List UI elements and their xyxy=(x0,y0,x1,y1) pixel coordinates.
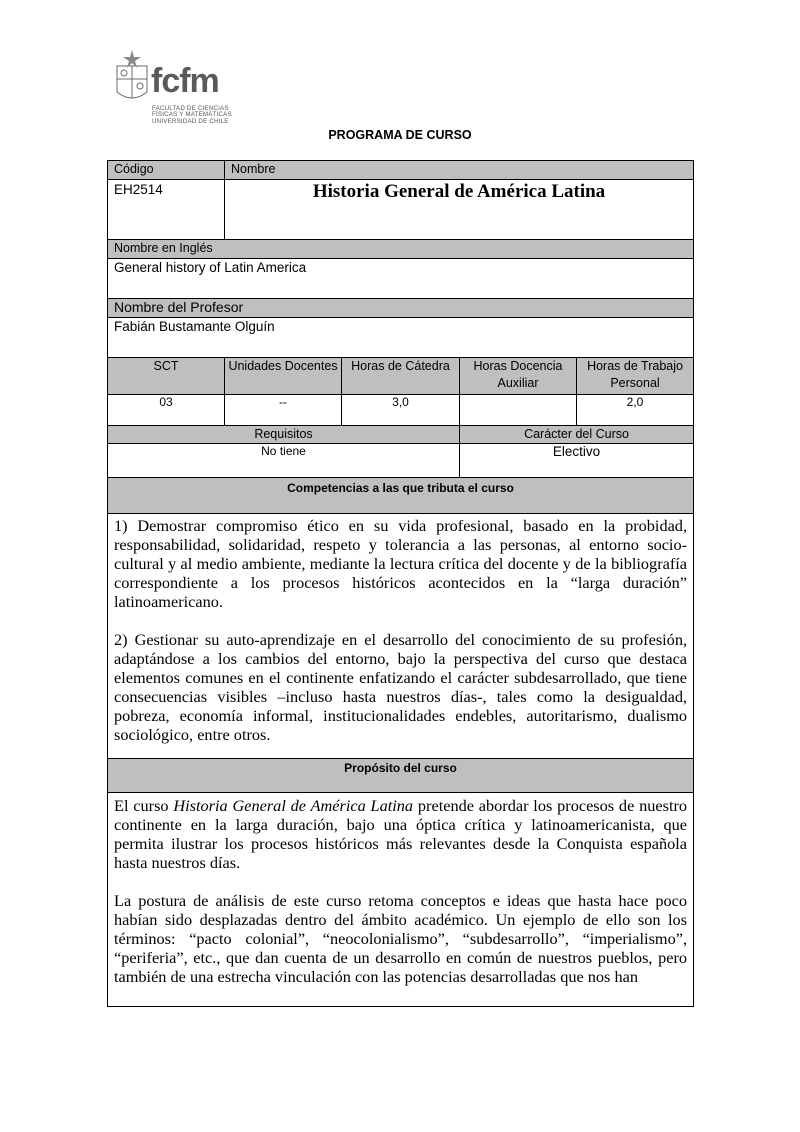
purpose-body xyxy=(108,793,694,1007)
hours-header-cell: SCT xyxy=(108,358,225,395)
code-label: Código xyxy=(108,161,225,180)
logo-subtitle-line: UNIVERSIDAD DE CHILE xyxy=(152,117,229,125)
purpose-title: Propósito del curso xyxy=(108,759,694,793)
page-title: PROGRAMA DE CURSO xyxy=(328,128,472,142)
hours-header-cell: Horas de Cátedra xyxy=(342,358,460,395)
logo-subtitle-line: FACULTAD DE CIENCIAS xyxy=(152,105,229,112)
purpose-course-name: Historia General de América Latina xyxy=(173,796,414,815)
logo-subtitle xyxy=(152,106,232,125)
hours-header-cell: Horas de Trabajo Personal xyxy=(577,358,694,395)
competency-item: 1) Demostrar compromiso ético en su vida profesional, basado en la probidad, responsabilidad, solidaridad, respeto y tolerancia a las personas, al entorno socio-cultural y al medio ambiente, mediante la lectura crítica del docente y de la bibliografía correspondiente a los procesos históricos acontecidos en la “larga duración” latinoamericano. xyxy=(114,516,688,611)
english-name-label: Nombre en Inglés xyxy=(108,240,694,259)
course-type-value: Electivo xyxy=(460,444,694,478)
requirements-value: No tiene xyxy=(108,444,460,478)
hours-value-cell: 2,0 xyxy=(577,395,694,426)
course-program-table xyxy=(107,160,694,1007)
professor-label: Nombre del Profesor xyxy=(108,299,694,318)
brand-wordmark: fcfm xyxy=(151,62,219,100)
competencies-body xyxy=(108,514,694,759)
course-code: EH2514 xyxy=(108,180,225,240)
professor-name: Fabián Bustamante Olguín xyxy=(108,318,694,358)
hours-header-cell: Horas Docencia Auxiliar xyxy=(460,358,577,395)
logo-subtitle-line: FÍSICAS Y MATEMÁTICAS xyxy=(152,111,232,119)
hours-value-cell xyxy=(460,395,577,426)
course-name: Historia General de América Latina xyxy=(225,180,694,240)
name-label: Nombre xyxy=(225,161,694,180)
hours-header-cell: Unidades Docentes xyxy=(225,358,342,395)
hours-value-cell: -- xyxy=(225,395,342,426)
hours-value-cell: 3,0 xyxy=(342,395,460,426)
purpose-text: pretende abordar los procesos de nuestro continente en la larga duración, bajo una óptica crítica y latinoamericanista, que permita ilustrar los procesos históricos más relevantes desde la Conquista española hasta nuestros días. xyxy=(114,796,688,872)
crest-icon xyxy=(117,50,147,98)
hours-value-cell: 03 xyxy=(108,395,225,426)
competencies-title: Competencias a las que tributa el curso xyxy=(108,478,694,514)
requirements-label: Requisitos xyxy=(108,426,460,444)
english-name: General history of Latin America xyxy=(108,259,694,299)
purpose-paragraph xyxy=(114,796,687,872)
competency-item: 2) Gestionar su auto-aprendizaje en el desarrollo del conocimiento de su profesión, adaptándose a los cambios del entorno, bajo la perspectiva del curso que destaca elementos comunes en el continente enfatizando el carácter subdesarrollado, que tiene consecuencias visibles –incluso hasta nuestros días-, tales como la desigualdad, pobreza, economía informal, institucionalidades endebles, autoritarismo, dualismo sociológico, entre otros. xyxy=(114,630,688,744)
purpose-text: El curso xyxy=(114,796,174,815)
purpose-paragraph: La postura de análisis de este curso retoma conceptos e ideas que hasta hace poco habían sido desplazadas dentro del ámbito académico. Un ejemplo de ello son los términos: “pacto colonial”, “neocolonialismo”, “subdesarrollo”, “imperialismo”, “periferia”, etc., que dan cuenta de un desarrollo en común de nuestros pueblos, pero también de una estrecha vinculación con las potencias desarrolladas que nos han xyxy=(114,891,688,986)
course-type-label: Carácter del Curso xyxy=(460,426,694,444)
